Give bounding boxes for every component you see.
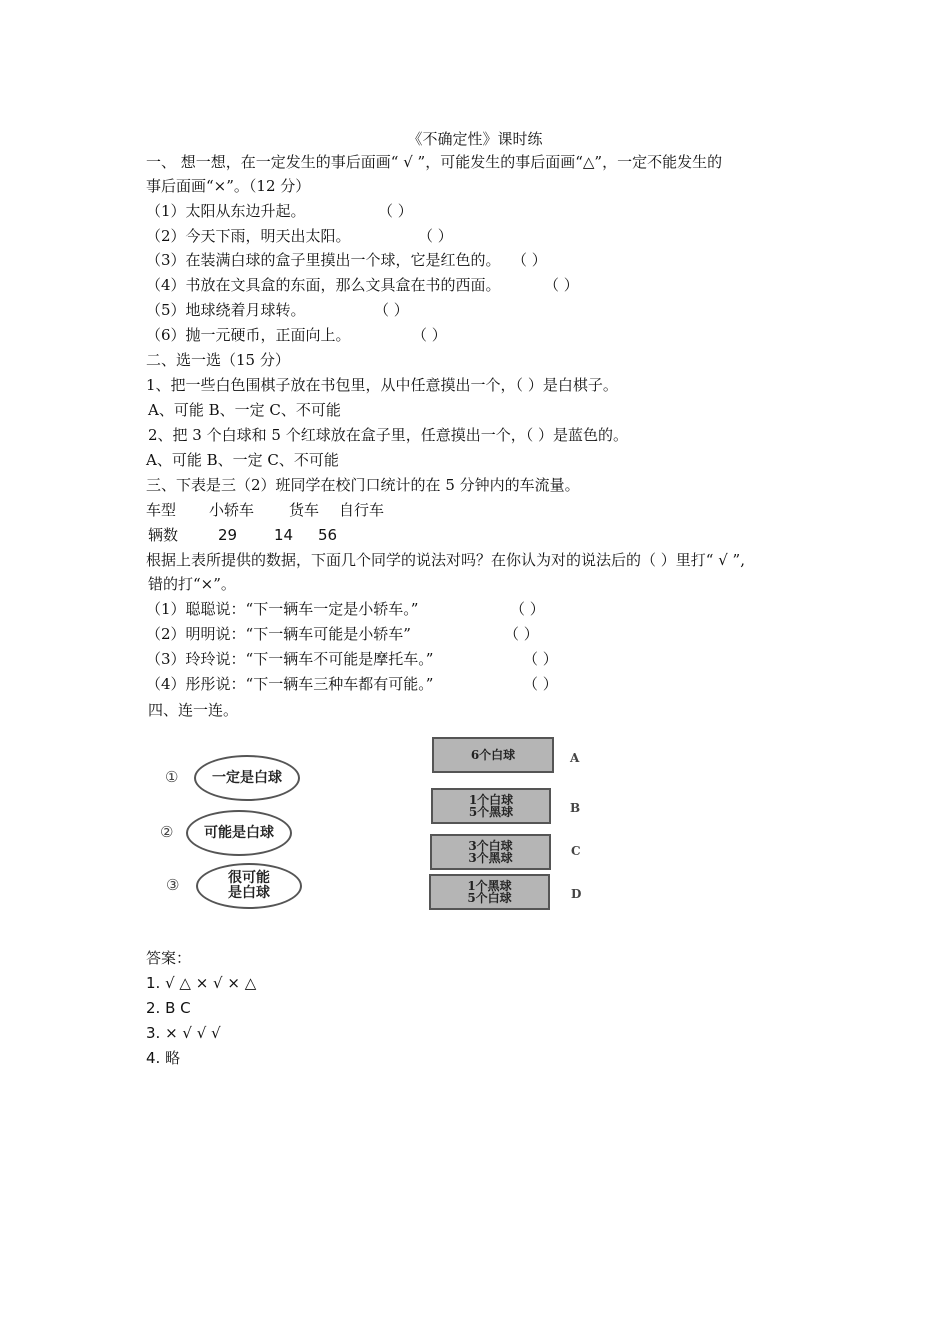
box-letter-b: B [570,801,581,815]
s3-paren-4: （ ） [523,675,558,693]
section3-heading: 三、下表是三（2）班同学在校门口统计的在 5 分钟内的车流量。 [146,476,580,494]
table-header-car: 小轿车 [209,501,255,519]
oval-label-3a: 很可能 [228,870,270,886]
oval-very-likely-white[interactable] [196,863,302,909]
s3-paren-1: （ ） [510,600,545,618]
s2-question-2: 2、把 3 个白球和 5 个红球放在盒子里，任意摸出一个，（ ）是蓝色的。 [148,426,628,444]
answer-line-1: 1. √ △ × √ × △ [146,974,257,992]
s3-paren-2: （ ） [504,625,539,643]
oval-number-1: ① [165,768,179,786]
oval-label-2: 可能是白球 [204,824,274,841]
box-a[interactable] [432,737,554,773]
section1-heading: 一、 想一想，在一定发生的事后面画“ √ ”，可能发生的事后面画“△”，一定不能发生的 [146,153,723,171]
s2-options-2: A、可能 B、一定 C、不可能 [146,451,339,469]
box-d-line1: 1个黑球 [467,879,512,893]
s3-item-2: （2）明明说：“下一辆车可能是小轿车” [146,625,411,643]
s1-paren-1: （ ） [378,202,413,220]
s1-item-5: （5）地球绕着月球转。 [146,301,306,319]
s3-paren-3: （ ） [523,650,558,668]
answer-line-2: 2. B C [146,999,191,1017]
box-a-line1: 6个白球 [470,748,516,762]
table-header-truck: 货车 [289,501,320,519]
s1-item-3: （3）在装满白球的盒子里摸出一个球，它是红色的。 [146,251,501,269]
s1-item-6: （6）抛一元硬币，正面向上。 [146,326,351,344]
oval-label-3b: 是白球 [228,885,270,901]
table-cell-bike: 56 [318,526,338,544]
s2-options-1: A、可能 B、一定 C、不可能 [148,401,341,419]
page-title: 《不确定性》课时练 [407,130,543,148]
section2-heading: 二、选一选（15 分） [146,351,290,369]
box-c[interactable] [430,834,551,870]
oval-possible-white[interactable] [186,810,292,856]
s1-paren-3: （ ） [512,251,547,269]
box-b[interactable] [431,788,551,824]
s3-item-3: （3）玲玲说：“下一辆车不可能是摩托车。” [146,650,434,668]
s3-prompt: 根据上表所提供的数据，下面几个同学的说法对吗？在你认为对的说法后的（ ）里打“ √ ”, [146,551,745,569]
box-letter-d: D [571,887,582,901]
table-cell-car: 29 [218,526,238,544]
oval-number-3: ③ [166,876,180,894]
s1-paren-5: （ ） [374,301,409,319]
oval-label-1: 一定是白球 [212,769,282,786]
table-header-type: 车型 [146,501,177,519]
oval-certain-white[interactable] [194,755,300,801]
answer-line-3: 3. × √ √ √ [146,1024,221,1042]
box-letter-a: A [570,751,580,765]
box-c-line1: 3个白球 [468,839,513,853]
box-b-line2: 5个黑球 [468,805,514,819]
s1-item-2: （2）今天下雨，明天出太阳。 [146,227,351,245]
s2-question-1: 1、把一些白色围棋子放在书包里，从中任意摸出一个，（ ）是白棋子。 [146,376,618,394]
s1-paren-4: （ ） [544,276,579,294]
s1-item-1: （1）太阳从东边升起。 [146,202,306,220]
box-b-line1: 1个白球 [468,793,514,807]
s3-prompt-cont: 错的打“×”。 [148,575,236,593]
box-c-line2: 3个黑球 [468,851,513,865]
s1-item-4: （4）书放在文具盒的东面，那么文具盒在书的西面。 [146,276,501,294]
s1-paren-6: （ ） [412,326,447,344]
s3-item-4: （4）彤彤说：“下一辆车三种车都有可能。” [146,675,434,693]
table-header-bike: 自行车 [339,501,385,519]
s1-paren-2: （ ） [418,227,453,245]
box-d[interactable] [429,874,550,910]
oval-number-2: ② [160,823,174,841]
table-cell-truck: 14 [274,526,294,544]
answer-line-4: 4. 略 [146,1049,181,1067]
section1-heading-cont: 事后面画“×”。（12 分） [146,177,311,195]
s3-item-1: （1）聪聪说：“下一辆车一定是小轿车。” [146,600,419,618]
box-d-line2: 5个白球 [467,891,512,905]
table-row-label: 辆数 [148,526,179,544]
section4-heading: 四、连一连。 [148,701,239,719]
answers-heading: 答案： [146,949,192,967]
box-letter-c: C [571,844,581,858]
